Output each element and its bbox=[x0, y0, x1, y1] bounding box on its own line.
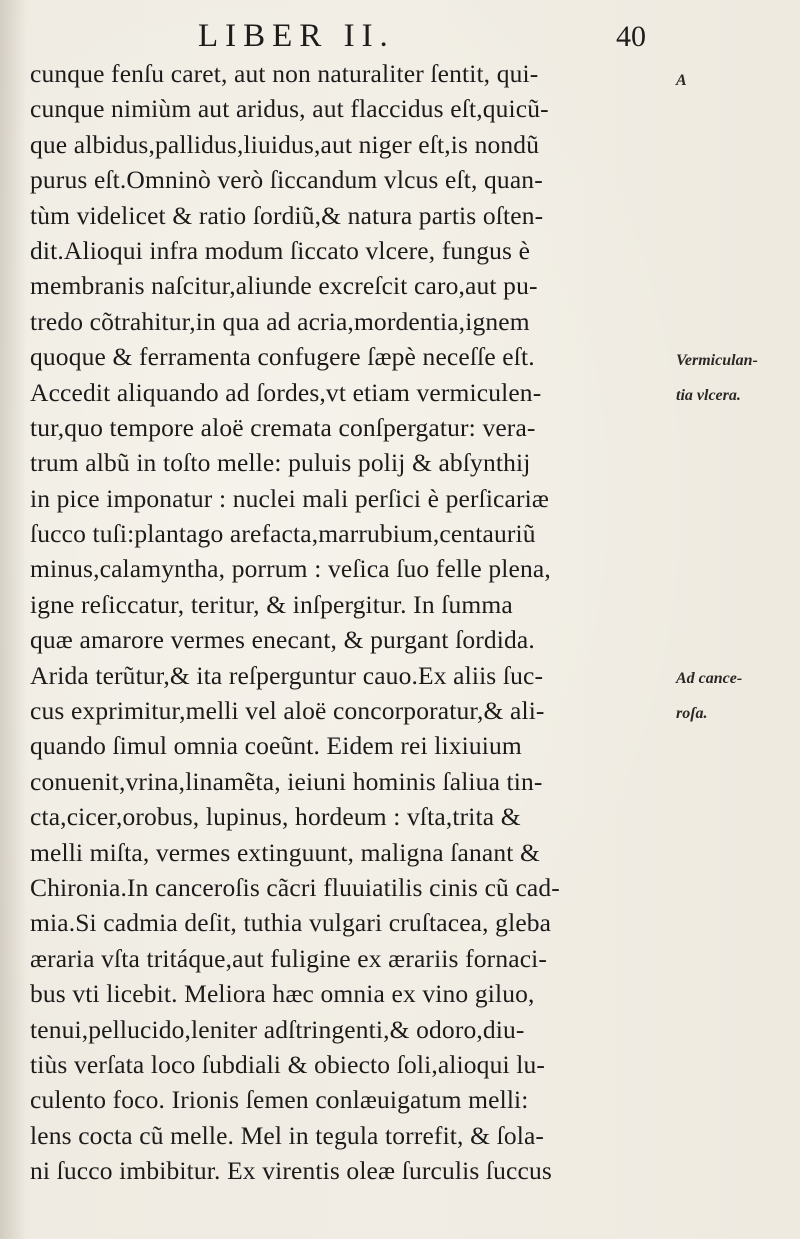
page-number: 40 bbox=[616, 20, 646, 53]
body-text bbox=[30, 56, 670, 1189]
text-line: æraria vſta tritáque,aut fuligine ex ærariis fornaci- bbox=[30, 943, 548, 973]
margin-note-marker: A bbox=[676, 72, 687, 89]
text-line: tredo cõtrahitur,in qua ad acria,mordentia,ignem bbox=[30, 306, 530, 336]
text-line: quæ amarore vermes enecant, & purgant ſordida. bbox=[30, 625, 535, 655]
text-line: que albidus,pallidus,liuidus,aut niger eſt,is nondũ bbox=[30, 129, 540, 159]
text-line: Chironia.In canceroſis cãcri fluuiatilis cinis cũ cad- bbox=[30, 872, 560, 902]
text-line: igne reſiccatur, teritur, & inſpergitur. In ſumma bbox=[30, 589, 513, 619]
text-line: bus vti licebit. Meliora hæc omnia ex vino giluo, bbox=[30, 979, 535, 1009]
margin-note: Vermiculan- bbox=[676, 352, 758, 369]
text-line: lens cocta cũ melle. Mel in tegula torrefit, & ſola- bbox=[30, 1120, 545, 1150]
text-line: cus exprimitur,melli vel aloë concorporatur,& ali- bbox=[30, 696, 545, 726]
page-header bbox=[0, 12, 800, 60]
text-line: quando ſimul omnia coeũnt. Eidem rei lixiuium bbox=[30, 731, 522, 761]
text-line: quoque & ferramenta confugere ſæpè neceſſe eſt. bbox=[30, 342, 535, 372]
running-head: LIBER II. bbox=[198, 18, 395, 54]
margin-notes bbox=[676, 56, 800, 1056]
text-line: minus,calamyntha, porrum : veſica ſuo felle plena, bbox=[30, 554, 551, 584]
text-line: cunque fenſu caret, aut non naturaliter ſentit, qui- bbox=[30, 59, 539, 88]
text-line: tiùs verſata loco ſubdiali & obiecto ſoli,alioqui lu- bbox=[30, 1049, 546, 1079]
text-line: purus eſt.Omninò verò ſiccandum vlcus eſt, quan- bbox=[30, 165, 543, 195]
text-line: Arida terũtur,& ita reſperguntur cauo.Ex aliis ſuc- bbox=[30, 660, 544, 690]
text-line: tùm videlicet & ratio ſordiũ,& natura partis oſten- bbox=[30, 200, 544, 230]
text-line: ni ſucco imbibitur. Ex virentis oleæ ſurculis ſuccus bbox=[30, 1156, 552, 1186]
text-line: Accedit aliquando ad ſordes,vt etiam vermiculen- bbox=[30, 377, 542, 407]
text-line: culento foco. Irionis ſemen conlæuigatum melli: bbox=[30, 1085, 529, 1115]
text-line: melli miſta, vermes extinguunt, maligna ſanant & bbox=[30, 837, 541, 867]
margin-note: tia vlcera. bbox=[676, 387, 741, 404]
gutter-shadow bbox=[0, 0, 26, 1239]
margin-note: roſa. bbox=[676, 705, 708, 722]
text-line: cta,cicer,orobus, lupinus, hordeum : vſta,trita & bbox=[30, 802, 521, 832]
text-line: mia.Si cadmia deſit, tuthia vulgari cruſtacea, gleba bbox=[30, 908, 552, 938]
text-line: cunque nimiùm aut aridus, aut flaccidus eſt,quicũ- bbox=[30, 94, 549, 124]
text-line: conuenit,vrina,linamẽta, ieiuni hominis ſaliua tin- bbox=[30, 766, 543, 796]
text-line: dit.Alioqui infra modum ſiccato vlcere, fungus è bbox=[30, 235, 531, 265]
margin-note: Ad cance- bbox=[676, 670, 743, 687]
text-line: membranis naſcitur,aliunde excreſcit caro,aut pu- bbox=[30, 271, 538, 301]
text-line: in pice imponatur : nuclei mali perſici è perſicariæ bbox=[30, 483, 550, 513]
text-line: trum albũ in toſto melle: puluis polij & abſynthij bbox=[30, 448, 531, 478]
text-line: tenui,pellucido,leniter adſtringenti,& odoro,diu- bbox=[30, 1014, 525, 1044]
text-line: tur,quo tempore aloë cremata conſpergatur: vera- bbox=[30, 412, 536, 442]
text-line: ſucco tuſi:plantago arefacta,marrubium,centauriũ bbox=[30, 519, 536, 549]
